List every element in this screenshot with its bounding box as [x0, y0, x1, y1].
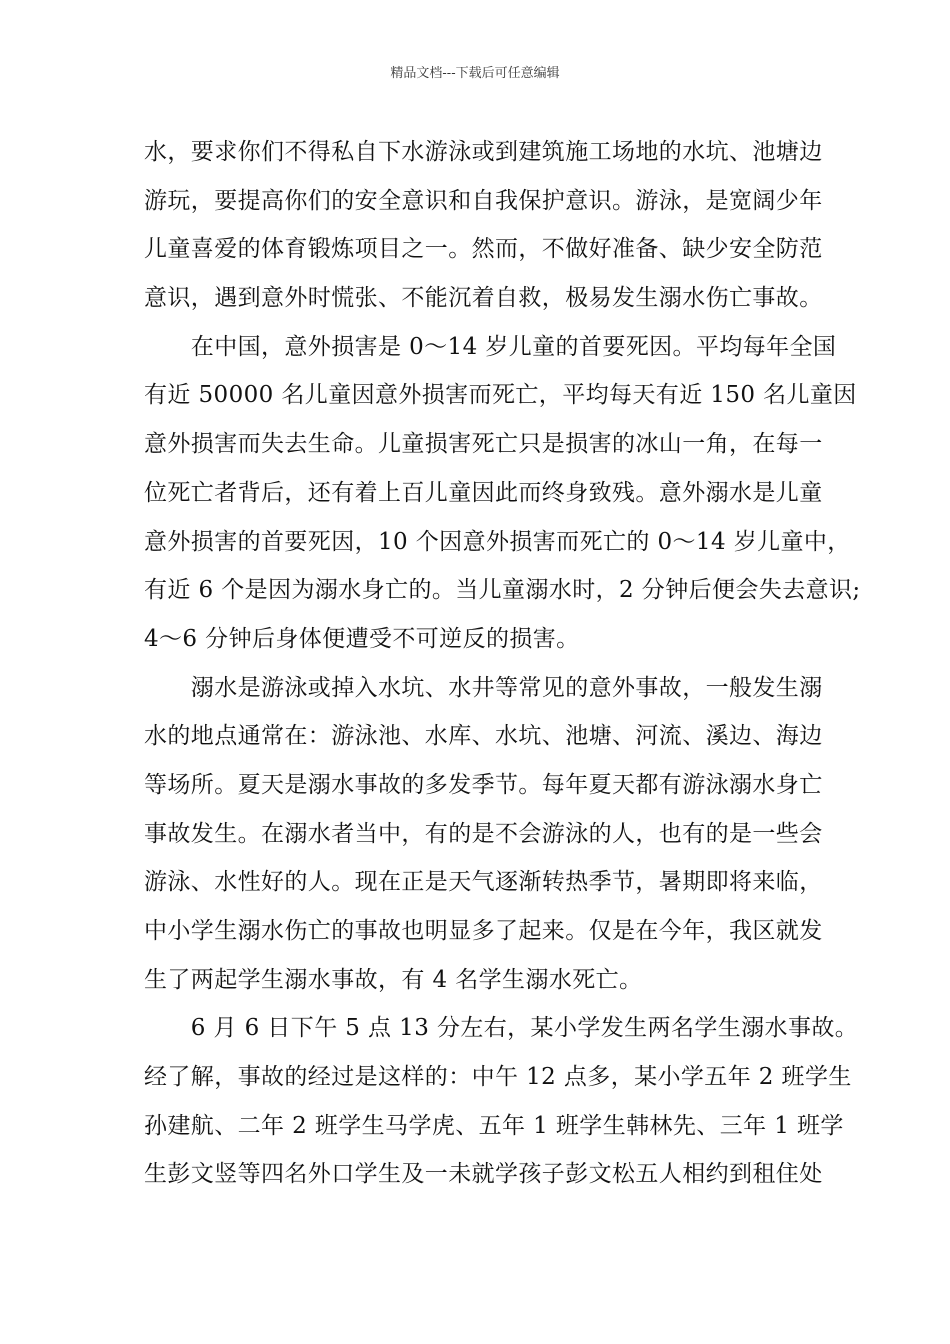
text-line: 游玩，要提高你们的安全意识和自我保护意识。游泳，是宽阔少年: [144, 187, 823, 214]
text-line: 等场所。夏天是溺水事故的多发季节。每年夏天都有游泳溺水身亡: [144, 771, 823, 798]
text-line: 位死亡者背后，还有着上百儿童因此而终身致残。意外溺水是儿童: [144, 479, 823, 506]
text-line: 水，要求你们不得私自下水游泳或到建筑施工场地的水坑、池塘边: [144, 139, 823, 165]
text-line: 意外损害而失去生命。儿童损害死亡只是损害的冰山一角，在每一: [144, 431, 823, 458]
text-line: 水的地点通常在：游泳池、水库、水坑、池塘、河流、溪边、海边: [144, 723, 823, 750]
text-line: 孙建航、二年 2 班学生马学虎、五年 1 班学生韩林先、三年 1 班学: [144, 1112, 844, 1139]
text-line: 生了两起学生溺水事故，有 4 名学生溺水死亡。: [144, 966, 643, 993]
text-line: 有近 50000 名儿童因意外损害而死亡，平均每天有近 150 名儿童因: [144, 382, 857, 409]
text-line: 游泳、水性好的人。现在正是天气逐渐转热季节，暑期即将来临，: [144, 869, 823, 896]
text-line: 儿童喜爱的体育锻炼项目之一。然而，不做好准备、缺少安全防范: [144, 236, 823, 263]
text-line: 事故发生。在溺水者当中，有的是不会游泳的人，也有的是一些会: [144, 820, 823, 847]
text-line: 溺水是游泳或掉入水坑、水井等常见的意外事故，一般发生溺: [144, 674, 823, 701]
page-header: 精品文档---下载后可任意编辑: [390, 66, 560, 81]
text-line: 意外损害的首要死因，10 个因意外损害而死亡的 0～14 岁儿童中，: [144, 528, 851, 555]
text-line: 经了解，事故的经过是这样的：中午 12 点多，某小学五年 2 班学生: [144, 1064, 852, 1091]
text-line: 意识，遇到意外时慌张、不能沉着自救，极易发生溺水伤亡事故。: [144, 285, 823, 312]
text-line: 生彭文竖等四名外口学生及一未就学孩子彭文松五人相约到租住处: [144, 1161, 823, 1188]
text-line: 4～6 分钟后身体便遭受不可逆反的损害。: [144, 625, 580, 652]
text-line: 有近 6 个是因为溺水身亡的。当儿童溺水时，2 分钟后便会失去意识;: [144, 577, 861, 604]
text-line: 在中国，意外损害是 0～14 岁儿童的首要死因。平均每年全国: [144, 333, 837, 360]
document-body: [144, 128, 861, 1199]
text-line: 6 月 6 日下午 5 点 13 分左右，某小学发生两名学生溺水事故。: [144, 1015, 859, 1042]
text-line: 中小学生溺水伤亡的事故也明显多了起来。仅是在今年，我区就发: [144, 918, 823, 944]
